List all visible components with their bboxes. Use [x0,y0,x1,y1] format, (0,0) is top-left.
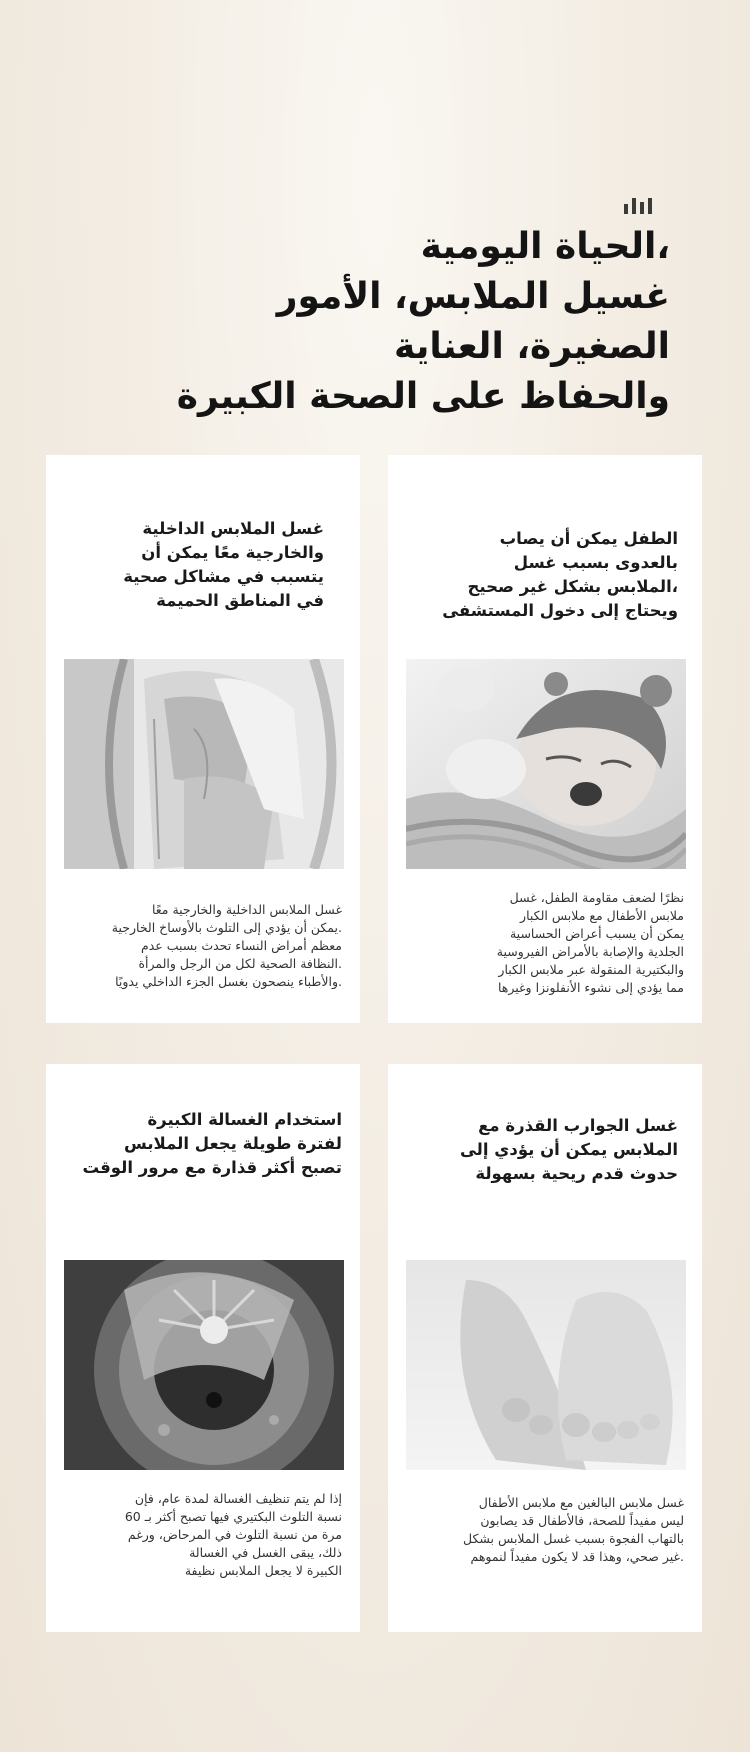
card-title: الطفل يمكن أن يصاب بالعدوى بسبب غسل ،الملابس بشكل غير صحيح ويحتاج إلى دخول المستشفى [442,529,678,620]
headline-line: الصغيرة، العناية [394,326,670,367]
card-title: غسل الجوارب القذرة مع الملابس يمكن أن يؤدي إلى حدوث قدم ريحية بسهولة [459,1116,678,1183]
info-card-baby-infection [388,455,702,1023]
brand-logo-icon [624,196,652,214]
card-body: غسل ملابس البالغين مع ملابس الأطفال ليس مفيداً للصحة، فالأطفال قد يصابون بالتهاب الفجوة بسبب غسل الملابس بشكل .غير صحي، وهذا قد لا يكون مفيداً لنموهم [463,1495,684,1564]
info-card-underwear-washing [46,455,360,1023]
card-body: نظرًا لضعف مقاومة الطفل، غسل ملابس الأطفال مع ملابس الكبار يمكن أن يسبب أعراض الحساسية الجلدية والإصابة بالأمراض الفيروسية والبكتيرية المنقولة عبر ملابس الكبار مما يؤدي إلى نشوء الأنفلونزا وغيرها [496,890,684,995]
info-card-dirty-socks [388,1064,702,1632]
card-title: غسل الملابس الداخلية والخارجية معًا يمكن أن يتسبب في مشاكل صحية في المناطق الحميمة [123,519,324,610]
card-title: استخدام الغسالة الكبيرة لفترة طويلة يجعل الملابس تصبح أكثر قذارة مع مرور الوقت [82,1110,342,1177]
dirty-washer-drum-photo-icon [64,1260,344,1470]
headline-line: والحفاظ على الصحة الكبيرة [176,376,670,417]
baby-feet-photo-icon [406,1260,686,1470]
card-body: غسل الملابس الداخلية والخارجية معًا .يمكن أن يؤدي إلى التلوث بالأوساخ الخارجية معظم أمراض النساء تحدث بسبب عدم .النظافة الصحية لكل من الرجل والمرأة .والأطباء ينصحون بغسل الجزء الداخلي يدويًا [111,902,342,989]
card-body: إذا لم يتم تنظيف الغسالة لمدة عام، فإن نسبة التلوث البكتيري فيها تصبح أكثر بـ 60 مرة من نسبة التلوث في المرحاض، ورغم ذلك، يبقى الغسل في الغسالة الكبيرة لا يجعل الملابس نظيفة [124,1491,342,1578]
crying-baby-photo-icon [406,659,686,869]
washing-machine-clothes-photo-icon [64,659,344,869]
headline-line: غسيل الملابس، الأمور [276,276,670,317]
page-headline [150,222,670,422]
headline-line: ،الحياة اليومية [420,226,670,267]
info-card-dirty-washer [46,1064,360,1632]
